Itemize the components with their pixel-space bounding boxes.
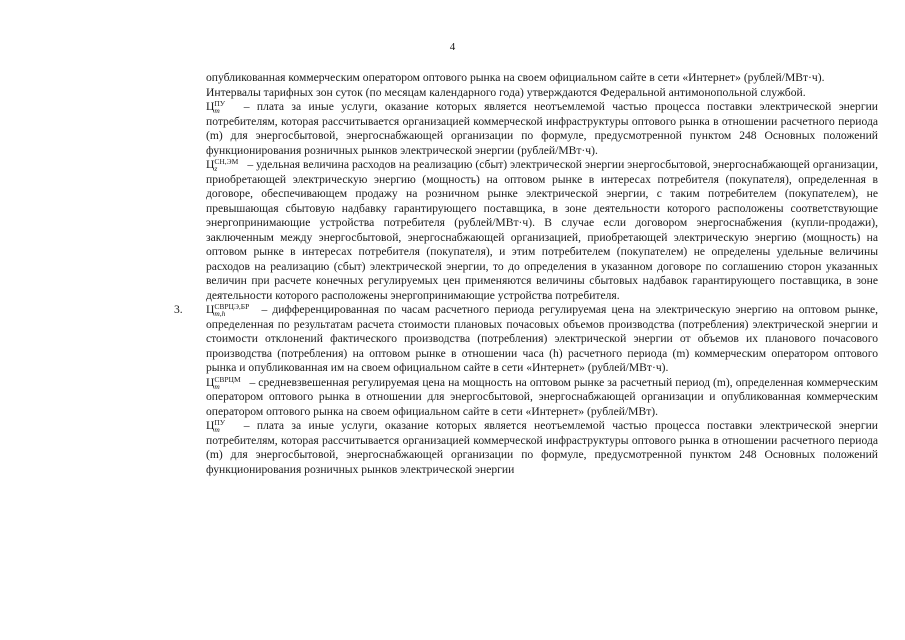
paragraph-sales-expenses: Ц СН,ЭМ z – удельная величина расходов на реализацию (сбыт) электрической энергии энергосбытовой, энергоснабжающей организации, приобретающей электрическую энергию (мощность) на оптовом рынке в интересах потребителя (покупателя), определенная в договоре, обеспечивающем продажу на розничном рынке электрической энергии, с таким потребителем (покупателем), не превышающая сбытовую надбавку гарантирующего поставщика, в зоне деятельности которого расположены соответствующие энергопринимающие устройства потребителя (рублей/МВт·ч). В случае если договором энергоснабжения (купли-продажи), заключенным между энергосбытовой, энергоснабжающей организацией, приобретающей электрическую энергию (мощность) на оптовом рынке в интересах потребителя (покупателя), и этим потребителем (покупателем) не определены удельные величины расходов на реализацию (сбыт) электрической энергии, то до определения в указанном договоре по соглашению сторон указанных величин при расчете конечных регулируемых цен применяются величины сбытовых надбавок гарантирующего поставщика, в зоне деятельности которого расположены энергопринимающие устройства потребителя.	[206, 157, 878, 302]
formula-symbol: Ц СВРЦМ m	[206, 374, 241, 391]
paragraph-continuation: опубликованная коммерческим оператором оптового рынка на своем официальном сайте в сети «Интернет» (рублей/МВт·ч).	[206, 71, 825, 84]
formula-symbol: Ц СН,ЭМ z	[206, 157, 239, 173]
formula-symbol: Ц СВРЦЭ,БР m,h	[206, 302, 250, 318]
list-item-number: 3.	[174, 303, 183, 316]
page-number: 4	[449, 41, 456, 53]
document-body	[174, 71, 878, 477]
paragraph-capacity-price: Ц СВРЦМ m – средневзвешенная регулируемая цена на мощность на оптовом рынке за расчетный период (m), определенная коммерческим оператором оптового рынка в отношении для энергосбытовой, энергоснабжающей организации и опубликованная коммерческим оператором оптового рынка на своем официальном сайте в сети «Интернет» (рублей/МВт).	[206, 374, 878, 418]
paragraph-other-services-fee-2: Ц ПУ m – плата за иные услуги, оказание которых является неотъемлемой частью процесса поставки электрической энергии потребителям, которая рассчитывается организацией коммерческой инфраструктуры оптового рынка в отношении расчетного периода (m) для энергосбытовой, энергоснабжающей организации по формуле, предусмотренной пунктом 248 Основных положений функционирования розничных рынков электрической энергии	[206, 418, 878, 476]
formula-symbol: Ц ПУ m	[206, 99, 226, 115]
paragraph-other-services-fee: Ц ПУ m – плата за иные услуги, оказание которых является неотъемлемой частью процесса поставки электрической энергии потребителям, которая рассчитывается организацией коммерческой инфраструктуры оптового рынка в отношении расчетного периода (m) для энергосбытовой, энергоснабжающей организации по формуле, предусмотренной пунктом 248 Основных положений функционирования розничных рынков электрической энергии (рублей/МВт·ч).	[206, 99, 878, 157]
paragraph-tariff-intervals: Интервалы тарифных зон суток (по месяцам календарного года) утверждаются Федеральной антимонопольной службой.	[206, 85, 806, 99]
formula-symbol: Ц ПУ m	[206, 418, 226, 434]
list-item-3	[174, 302, 878, 477]
paragraph-hourly-price: Ц СВРЦЭ,БР m,h – дифференцированная по часам расчетного периода регулируемая цена на электрическую энергию на оптовом рынке, определенная по результатам расчета стоимости плановых почасовых объемов производства (потребления) электрической энергии и стоимости отклонений фактического производства (потребления) электрической энергии от объемов их планового почасового производства (потребления) на оптовом рынке в отношении часа (h) расчетного периода (m) коммерческим оператором оптового рынка и опубликованная им на своем официальном сайте в сети «Интернет» (рублей/МВт·ч).	[206, 302, 878, 374]
